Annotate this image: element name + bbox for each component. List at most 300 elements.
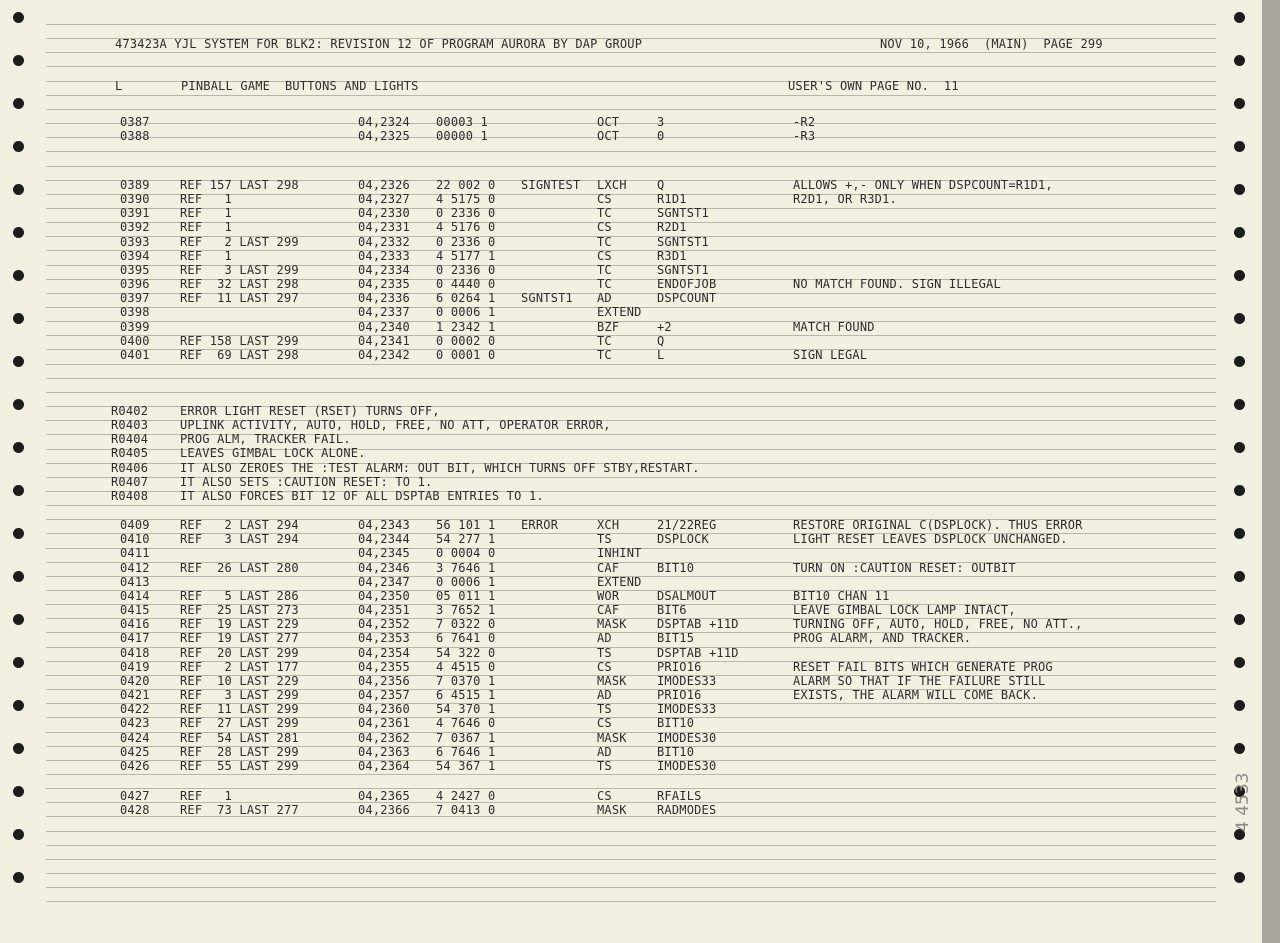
listing-address: 04,2335 bbox=[358, 277, 410, 291]
listing-address: 04,2331 bbox=[358, 220, 410, 234]
tractor-hole bbox=[1234, 743, 1245, 754]
listing-opcode: TS bbox=[597, 759, 612, 773]
tractor-hole bbox=[1234, 399, 1245, 410]
listing-ref: REF 1 bbox=[180, 206, 232, 220]
tractor-hole bbox=[1234, 442, 1245, 453]
listing-opcode: TC bbox=[597, 263, 612, 277]
listing-comment: LIGHT RESET LEAVES DSPLOCK UNCHANGED. bbox=[793, 532, 1068, 546]
listing-word: 4 7646 0 bbox=[436, 716, 496, 730]
listing-address: 04,2355 bbox=[358, 660, 410, 674]
listing-ref: REF 28 LAST 299 bbox=[180, 745, 299, 759]
listing-address: 04,2364 bbox=[358, 759, 410, 773]
ruled-line bbox=[46, 123, 1216, 124]
listing-word: 3 7652 1 bbox=[436, 603, 496, 617]
listing-line-number: 0387 bbox=[120, 115, 150, 129]
remark-text: ERROR LIGHT RESET (RSET) TURNS OFF, bbox=[180, 404, 440, 418]
listing-operand: IMODES33 bbox=[657, 702, 717, 716]
listing-operand: Q bbox=[657, 334, 665, 348]
tractor-hole bbox=[13, 442, 24, 453]
listing-operand: 0 bbox=[657, 129, 665, 143]
listing-address: 04,2361 bbox=[358, 716, 410, 730]
listing-ref: REF 20 LAST 299 bbox=[180, 646, 299, 660]
listing-address: 04,2350 bbox=[358, 589, 410, 603]
listing-word: 4 4515 0 bbox=[436, 660, 496, 674]
listing-address: 04,2341 bbox=[358, 334, 410, 348]
ruled-line bbox=[46, 831, 1216, 832]
listing-opcode: WOR bbox=[597, 589, 620, 603]
listing-comment: -R3 bbox=[793, 129, 816, 143]
tractor-hole bbox=[1234, 141, 1245, 152]
listing-operand: 3 bbox=[657, 115, 665, 129]
listing-operand: BIT6 bbox=[657, 603, 687, 617]
ruled-line bbox=[46, 24, 1216, 25]
listing-word: 6 7646 1 bbox=[436, 745, 496, 759]
listing-opcode: CS bbox=[597, 249, 612, 263]
listing-address: 04,2365 bbox=[358, 789, 410, 803]
listing-address: 04,2337 bbox=[358, 305, 410, 319]
listing-word: 54 370 1 bbox=[436, 702, 496, 716]
remark-text: IT ALSO ZEROES THE :TEST ALARM: OUT BIT, WHICH TURNS OFF STBY,RESTART. bbox=[180, 461, 700, 475]
remark-text: IT ALSO FORCES BIT 12 OF ALL DSPTAB ENTRIES TO 1. bbox=[180, 489, 544, 503]
listing-opcode: TC bbox=[597, 348, 612, 362]
listing-word: 54 322 0 bbox=[436, 646, 496, 660]
listing-ref: REF 55 LAST 299 bbox=[180, 759, 299, 773]
tractor-hole bbox=[13, 98, 24, 109]
listing-operand: SGNTST1 bbox=[657, 206, 709, 220]
listing-opcode: MASK bbox=[597, 674, 627, 688]
listing-address: 04,2354 bbox=[358, 646, 410, 660]
ruled-line bbox=[46, 166, 1216, 167]
listing-operand: RFAILS bbox=[657, 789, 702, 803]
listing-word: 0 2336 0 bbox=[436, 235, 496, 249]
listing-operand: BIT10 bbox=[657, 561, 695, 575]
remark-text: LEAVES GIMBAL LOCK ALONE. bbox=[180, 446, 366, 460]
listing-opcode: OCT bbox=[597, 115, 620, 129]
listing-operand: RADMODES bbox=[657, 803, 717, 817]
listing-comment: TURNING OFF, AUTO, HOLD, FREE, NO ATT., bbox=[793, 617, 1083, 631]
listing-operand: R1D1 bbox=[657, 192, 687, 206]
listing-word: 00003 1 bbox=[436, 115, 488, 129]
listing-opcode: AD bbox=[597, 688, 612, 702]
listing-line-number: 0421 bbox=[120, 688, 150, 702]
listing-word: 4 5175 0 bbox=[436, 192, 496, 206]
tractor-hole bbox=[13, 184, 24, 195]
listing-word: 7 0322 0 bbox=[436, 617, 496, 631]
listing-label: SIGNTEST bbox=[521, 178, 581, 192]
remark-line-number: R0404 bbox=[111, 432, 149, 446]
tractor-hole bbox=[13, 485, 24, 496]
listing-ref: REF 19 LAST 229 bbox=[180, 617, 299, 631]
tractor-hole bbox=[13, 743, 24, 754]
tractor-hole bbox=[1234, 700, 1245, 711]
listing-line-number: 0400 bbox=[120, 334, 150, 348]
listing-comment: R2D1, OR R3D1. bbox=[793, 192, 897, 206]
ruled-line bbox=[46, 52, 1216, 53]
listing-ref: REF 69 LAST 298 bbox=[180, 348, 299, 362]
ruled-line bbox=[46, 95, 1216, 96]
ruled-line bbox=[46, 392, 1216, 393]
listing-ref: REF 11 LAST 299 bbox=[180, 702, 299, 716]
remark-line-number: R0403 bbox=[111, 418, 149, 432]
listing-ref: REF 54 LAST 281 bbox=[180, 731, 299, 745]
tractor-hole bbox=[1234, 55, 1245, 66]
listing-line-number: 0395 bbox=[120, 263, 150, 277]
listing-address: 04,2345 bbox=[358, 546, 410, 560]
tractor-hole bbox=[1234, 485, 1245, 496]
listing-ref: REF 3 LAST 294 bbox=[180, 532, 299, 546]
listing-comment: -R2 bbox=[793, 115, 816, 129]
listing-comment: RESET FAIL BITS WHICH GENERATE PROG bbox=[793, 660, 1053, 674]
ruled-line bbox=[46, 378, 1216, 379]
ruled-line bbox=[46, 845, 1216, 846]
tractor-hole bbox=[1234, 614, 1245, 625]
listing-opcode: AD bbox=[597, 631, 612, 645]
listing-line-number: 0424 bbox=[120, 731, 150, 745]
listing-opcode: TS bbox=[597, 532, 612, 546]
listing-word: 0 0002 0 bbox=[436, 334, 496, 348]
listing-operand: BIT10 bbox=[657, 716, 695, 730]
listing-ref: REF 73 LAST 277 bbox=[180, 803, 299, 817]
listing-ref: REF 26 LAST 280 bbox=[180, 561, 299, 575]
listing-operand: DSPCOUNT bbox=[657, 291, 717, 305]
remark-line-number: R0405 bbox=[111, 446, 149, 460]
remark-text: UPLINK ACTIVITY, AUTO, HOLD, FREE, NO ATT, OPERATOR ERROR, bbox=[180, 418, 611, 432]
listing-address: 04,2347 bbox=[358, 575, 410, 589]
listing-operand: Q bbox=[657, 178, 665, 192]
listing-opcode: TC bbox=[597, 235, 612, 249]
tractor-hole bbox=[13, 614, 24, 625]
section-title: PINBALL GAME BUTTONS AND LIGHTS bbox=[181, 79, 419, 93]
remark-text: PROG ALM, TRACKER FAIL. bbox=[180, 432, 351, 446]
listing-address: 04,2327 bbox=[358, 192, 410, 206]
listing-word: 6 4515 1 bbox=[436, 688, 496, 702]
listing-word: 00000 1 bbox=[436, 129, 488, 143]
listing-word: 6 0264 1 bbox=[436, 291, 496, 305]
listing-comment: SIGN LEGAL bbox=[793, 348, 868, 362]
log-section-id: L bbox=[115, 79, 123, 93]
page-edge-strip bbox=[1262, 0, 1280, 943]
tractor-hole bbox=[1234, 98, 1245, 109]
listing-ref: REF 25 LAST 273 bbox=[180, 603, 299, 617]
tractor-hole bbox=[13, 571, 24, 582]
listing-opcode: MASK bbox=[597, 803, 627, 817]
listing-operand: PRIO16 bbox=[657, 660, 702, 674]
listing-operand: BIT10 bbox=[657, 745, 695, 759]
listing-ref: REF 32 LAST 298 bbox=[180, 277, 299, 291]
listing-ref: REF 1 bbox=[180, 789, 232, 803]
listing-address: 04,2324 bbox=[358, 115, 410, 129]
ruled-line bbox=[46, 859, 1216, 860]
tractor-hole bbox=[13, 786, 24, 797]
listing-line-number: 0428 bbox=[120, 803, 150, 817]
listing-opcode: TS bbox=[597, 646, 612, 660]
tractor-hole bbox=[13, 12, 24, 23]
listing-operand: BIT15 bbox=[657, 631, 695, 645]
remark-line-number: R0407 bbox=[111, 475, 149, 489]
listing-ref: REF 1 bbox=[180, 220, 232, 234]
listing-word: 0 0004 0 bbox=[436, 546, 496, 560]
tractor-hole bbox=[1234, 571, 1245, 582]
listing-opcode: OCT bbox=[597, 129, 620, 143]
listing-line-number: 0417 bbox=[120, 631, 150, 645]
listing-ref: REF 27 LAST 299 bbox=[180, 716, 299, 730]
tractor-hole bbox=[13, 227, 24, 238]
listing-address: 04,2351 bbox=[358, 603, 410, 617]
listing-line-number: 0415 bbox=[120, 603, 150, 617]
listing-address: 04,2360 bbox=[358, 702, 410, 716]
tractor-hole bbox=[13, 270, 24, 281]
tractor-hole bbox=[13, 55, 24, 66]
tractor-hole bbox=[1234, 657, 1245, 668]
listing-word: 4 5176 0 bbox=[436, 220, 496, 234]
listing-word: 4 2427 0 bbox=[436, 789, 496, 803]
listing-opcode: BZF bbox=[597, 320, 620, 334]
listing-opcode: TC bbox=[597, 206, 612, 220]
listing-address: 04,2362 bbox=[358, 731, 410, 745]
listing-label: ERROR bbox=[521, 518, 559, 532]
listing-operand: ENDOFJOB bbox=[657, 277, 717, 291]
listing-address: 04,2352 bbox=[358, 617, 410, 631]
tractor-hole bbox=[1234, 872, 1245, 883]
listing-address: 04,2343 bbox=[358, 518, 410, 532]
listing-comment: MATCH FOUND bbox=[793, 320, 875, 334]
tractor-hole bbox=[13, 399, 24, 410]
listing-word: 56 101 1 bbox=[436, 518, 496, 532]
listing-line-number: 0389 bbox=[120, 178, 150, 192]
listing-label: SGNTST1 bbox=[521, 291, 573, 305]
listing-comment: PROG ALARM, AND TRACKER. bbox=[793, 631, 972, 645]
listing-operand: L bbox=[657, 348, 665, 362]
tractor-hole bbox=[13, 313, 24, 324]
listing-word: 1 2342 1 bbox=[436, 320, 496, 334]
listing-word: 7 0367 1 bbox=[436, 731, 496, 745]
user-page-number: USER'S OWN PAGE NO. 11 bbox=[788, 79, 959, 93]
tractor-hole bbox=[13, 356, 24, 367]
ruled-line bbox=[46, 505, 1216, 506]
listing-word: 05 011 1 bbox=[436, 589, 496, 603]
listing-address: 04,2334 bbox=[358, 263, 410, 277]
listing-ref: REF 10 LAST 229 bbox=[180, 674, 299, 688]
listing-line-number: 0418 bbox=[120, 646, 150, 660]
listing-line-number: 0392 bbox=[120, 220, 150, 234]
listing-address: 04,2366 bbox=[358, 803, 410, 817]
tractor-hole bbox=[13, 872, 24, 883]
listing-operand: IMODES30 bbox=[657, 759, 717, 773]
listing-word: 7 0413 0 bbox=[436, 803, 496, 817]
listing-opcode: CS bbox=[597, 220, 612, 234]
listing-address: 04,2340 bbox=[358, 320, 410, 334]
listing-opcode: CAF bbox=[597, 603, 620, 617]
listing-comment: NO MATCH FOUND. SIGN ILLEGAL bbox=[793, 277, 1001, 291]
listing-comment: RESTORE ORIGINAL C(DSPLOCK). THUS ERROR bbox=[793, 518, 1083, 532]
listing-word: 3 7646 1 bbox=[436, 561, 496, 575]
listing-address: 04,2357 bbox=[358, 688, 410, 702]
listing-word: 7 0370 1 bbox=[436, 674, 496, 688]
listing-address: 04,2336 bbox=[358, 291, 410, 305]
listing-ref: REF 3 LAST 299 bbox=[180, 688, 299, 702]
tractor-hole bbox=[13, 528, 24, 539]
tractor-hole bbox=[1234, 528, 1245, 539]
listing-opcode: AD bbox=[597, 745, 612, 759]
listing-word: 0 2336 0 bbox=[436, 263, 496, 277]
listing-word: 54 367 1 bbox=[436, 759, 496, 773]
listing-operand: R3D1 bbox=[657, 249, 687, 263]
tractor-hole bbox=[13, 700, 24, 711]
ruled-line bbox=[46, 887, 1216, 888]
listing-word: 6 7641 0 bbox=[436, 631, 496, 645]
listing-word: 54 277 1 bbox=[436, 532, 496, 546]
ruled-line bbox=[46, 364, 1216, 365]
listing-ref: REF 157 LAST 298 bbox=[180, 178, 299, 192]
listing-opcode: XCH bbox=[597, 518, 620, 532]
ruled-line bbox=[46, 774, 1216, 775]
ruled-line bbox=[46, 151, 1216, 152]
listing-line-number: 0409 bbox=[120, 518, 150, 532]
tractor-hole bbox=[1234, 356, 1245, 367]
listing-ref: REF 1 bbox=[180, 192, 232, 206]
listing-ref: REF 5 LAST 286 bbox=[180, 589, 299, 603]
ruled-line bbox=[46, 137, 1216, 138]
tractor-hole bbox=[13, 829, 24, 840]
header-date-page: NOV 10, 1966 (MAIN) PAGE 299 bbox=[880, 37, 1103, 51]
remark-text: IT ALSO SETS :CAUTION RESET: TO 1. bbox=[180, 475, 433, 489]
listing-word: 0 0001 0 bbox=[436, 348, 496, 362]
listing-address: 04,2344 bbox=[358, 532, 410, 546]
tractor-hole bbox=[13, 657, 24, 668]
listing-operand: SGNTST1 bbox=[657, 263, 709, 277]
listing-opcode: CS bbox=[597, 716, 612, 730]
listing-line-number: 0388 bbox=[120, 129, 150, 143]
listing-line-number: 0391 bbox=[120, 206, 150, 220]
listing-line-number: 0426 bbox=[120, 759, 150, 773]
ruled-line bbox=[46, 321, 1216, 322]
listing-opcode: TC bbox=[597, 334, 612, 348]
listing-line-number: 0394 bbox=[120, 249, 150, 263]
listing-line-number: 0410 bbox=[120, 532, 150, 546]
listing-line-number: 0397 bbox=[120, 291, 150, 305]
listing-address: 04,2333 bbox=[358, 249, 410, 263]
listing-operand: DSPLOCK bbox=[657, 532, 709, 546]
listing-ref: REF 2 LAST 177 bbox=[180, 660, 299, 674]
listing-comment: BIT10 CHAN 11 bbox=[793, 589, 890, 603]
listing-line-number: 0393 bbox=[120, 235, 150, 249]
listing-ref: REF 2 LAST 299 bbox=[180, 235, 299, 249]
listing-word: 0 0006 1 bbox=[436, 305, 496, 319]
listing-opcode: MASK bbox=[597, 617, 627, 631]
listing-address: 04,2330 bbox=[358, 206, 410, 220]
listing-ref: REF 11 LAST 297 bbox=[180, 291, 299, 305]
listing-opcode: TS bbox=[597, 702, 612, 716]
tractor-hole bbox=[1234, 227, 1245, 238]
listing-ref: REF 3 LAST 299 bbox=[180, 263, 299, 277]
ruled-line bbox=[46, 109, 1216, 110]
listing-line-number: 0420 bbox=[120, 674, 150, 688]
listing-word: 0 4440 0 bbox=[436, 277, 496, 291]
listing-word: 22 002 0 bbox=[436, 178, 496, 192]
listing-operand: DSPTAB +11D bbox=[657, 617, 739, 631]
listing-operand: DSPTAB +11D bbox=[657, 646, 739, 660]
listing-line-number: 0399 bbox=[120, 320, 150, 334]
listing-address: 04,2353 bbox=[358, 631, 410, 645]
listing-line-number: 0414 bbox=[120, 589, 150, 603]
listing-operand: DSALMOUT bbox=[657, 589, 717, 603]
tractor-hole bbox=[13, 141, 24, 152]
listing-line-number: 0411 bbox=[120, 546, 150, 560]
listing-opcode: EXTEND bbox=[597, 305, 642, 319]
listing-ref: REF 158 LAST 299 bbox=[180, 334, 299, 348]
listing-opcode: CAF bbox=[597, 561, 620, 575]
listing-opcode: EXTEND bbox=[597, 575, 642, 589]
listing-address: 04,2332 bbox=[358, 235, 410, 249]
listing-comment: TURN ON :CAUTION RESET: OUTBIT bbox=[793, 561, 1016, 575]
listing-line-number: 0412 bbox=[120, 561, 150, 575]
listing-line-number: 0390 bbox=[120, 192, 150, 206]
ruled-line bbox=[46, 873, 1216, 874]
tractor-hole bbox=[1234, 12, 1245, 23]
listing-line-number: 0422 bbox=[120, 702, 150, 716]
listing-operand: SGNTST1 bbox=[657, 235, 709, 249]
listing-opcode: LXCH bbox=[597, 178, 627, 192]
listing-ref: REF 1 bbox=[180, 249, 232, 263]
listing-address: 04,2342 bbox=[358, 348, 410, 362]
listing-line-number: 0401 bbox=[120, 348, 150, 362]
listing-comment: LEAVE GIMBAL LOCK LAMP INTACT, bbox=[793, 603, 1016, 617]
listing-comment: ALLOWS +,- ONLY WHEN DSPCOUNT=R1D1, bbox=[793, 178, 1053, 192]
tractor-hole bbox=[1234, 184, 1245, 195]
listing-address: 04,2346 bbox=[358, 561, 410, 575]
ruled-line bbox=[46, 66, 1216, 67]
header-title: 473423A YJL SYSTEM FOR BLK2: REVISION 12 OF PROGRAM AURORA BY DAP GROUP bbox=[115, 37, 643, 51]
listing-word: 4 5177 1 bbox=[436, 249, 496, 263]
remark-line-number: R0402 bbox=[111, 404, 149, 418]
listing-operand: IMODES30 bbox=[657, 731, 717, 745]
listing-address: 04,2325 bbox=[358, 129, 410, 143]
page-number-stamp: 4 4533 bbox=[1233, 772, 1253, 832]
listing-operand: IMODES33 bbox=[657, 674, 717, 688]
listing-opcode: INHINT bbox=[597, 546, 642, 560]
listing-address: 04,2326 bbox=[358, 178, 410, 192]
listing-line-number: 0425 bbox=[120, 745, 150, 759]
listing-opcode: MASK bbox=[597, 731, 627, 745]
listing-line-number: 0427 bbox=[120, 789, 150, 803]
listing-line-number: 0398 bbox=[120, 305, 150, 319]
listing-comment: ALARM SO THAT IF THE FAILURE STILL bbox=[793, 674, 1046, 688]
listing-comment: EXISTS, THE ALARM WILL COME BACK. bbox=[793, 688, 1039, 702]
listing-operand: R2D1 bbox=[657, 220, 687, 234]
listing-opcode: CS bbox=[597, 192, 612, 206]
listing-operand: 21/22REG bbox=[657, 518, 717, 532]
listing-line-number: 0423 bbox=[120, 716, 150, 730]
ruled-line bbox=[46, 901, 1216, 902]
listing-address: 04,2356 bbox=[358, 674, 410, 688]
tractor-hole bbox=[1234, 270, 1245, 281]
listing-line-number: 0396 bbox=[120, 277, 150, 291]
listing-word: 0 2336 0 bbox=[436, 206, 496, 220]
listing-line-number: 0416 bbox=[120, 617, 150, 631]
listing-line-number: 0413 bbox=[120, 575, 150, 589]
listing-opcode: CS bbox=[597, 789, 612, 803]
listing-address: 04,2363 bbox=[358, 745, 410, 759]
listing-line-number: 0419 bbox=[120, 660, 150, 674]
listing-opcode: TC bbox=[597, 277, 612, 291]
listing-opcode: CS bbox=[597, 660, 612, 674]
remark-line-number: R0408 bbox=[111, 489, 149, 503]
remark-line-number: R0406 bbox=[111, 461, 149, 475]
listing-operand: +2 bbox=[657, 320, 672, 334]
listing-ref: REF 19 LAST 277 bbox=[180, 631, 299, 645]
listing-operand: PRIO16 bbox=[657, 688, 702, 702]
listing-opcode: AD bbox=[597, 291, 612, 305]
